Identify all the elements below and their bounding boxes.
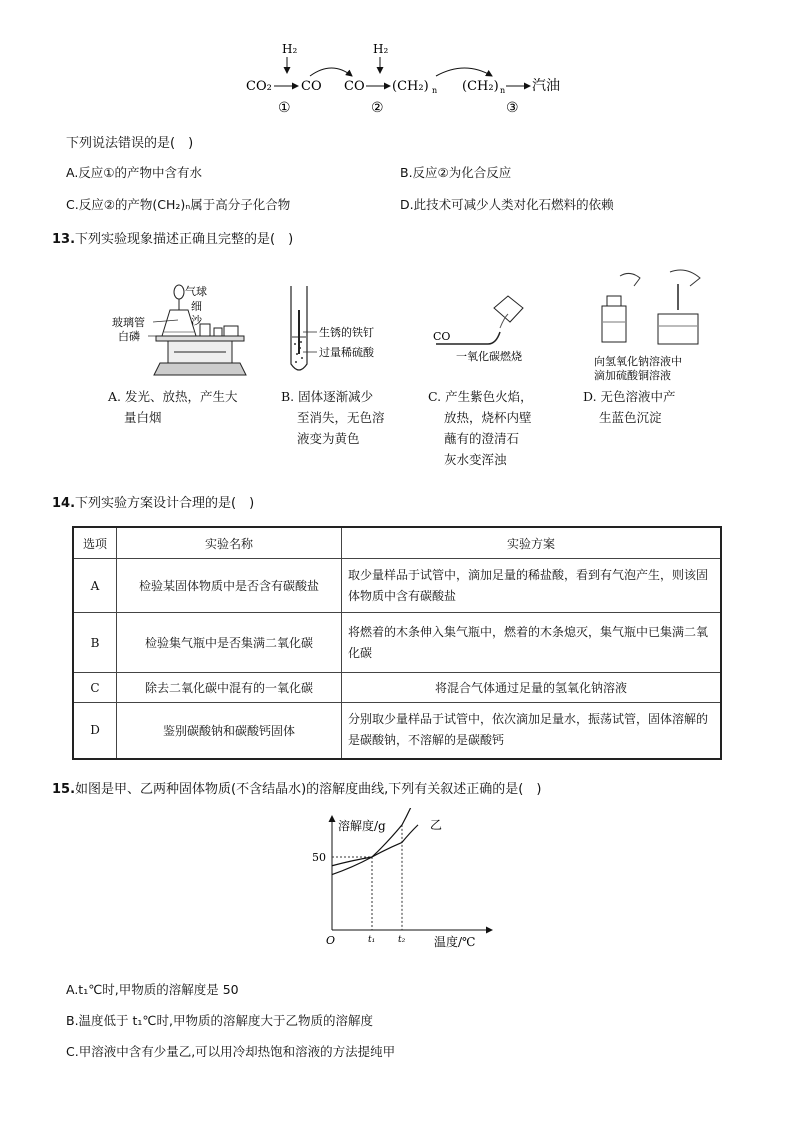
q13-figure-c: [428, 288, 558, 368]
header-experiment-plan: 实验方案: [342, 527, 722, 559]
table-row[interactable]: D 鉴别碳酸钠和碳酸钙固体 分别取少量样品于试管中，依次滴加足量水，振荡试管，固体溶解的是碳酸钠，不溶解的是碳酸钙: [73, 703, 721, 759]
svg-text:细: 细: [191, 300, 202, 313]
svg-text:CO: CO: [433, 330, 451, 343]
step-1: ①: [278, 100, 291, 116]
header-option: 选项: [73, 527, 117, 559]
y-tick-label: 50: [312, 851, 326, 864]
q13-number: 13.: [52, 232, 76, 247]
q12-option-c[interactable]: C.反应②的产物(CH₂)ₙ属于高分子化合物: [66, 197, 291, 212]
svg-text:过量稀硫酸: 过量稀硫酸: [319, 346, 374, 359]
origin-label: O: [326, 934, 336, 947]
solubility-chart: [310, 808, 500, 958]
table-header-row: [73, 527, 721, 559]
svg-text:n: n: [500, 86, 506, 95]
q12-stem: 下列说法错误的是( ): [66, 136, 194, 151]
q15-number: 15.: [52, 782, 76, 797]
q12-option-a[interactable]: A.反应①的产物中含有水: [66, 165, 203, 180]
svg-text:一氧化碳燃烧: 一氧化碳燃烧: [456, 350, 522, 363]
x-tick-label: t₁: [368, 935, 376, 945]
q13-figure-b: [285, 282, 415, 382]
svg-text:n: n: [432, 86, 438, 95]
series-line-1: [332, 808, 418, 875]
q13-caption-b[interactable]: B. 固体逐渐减少 至消失，无色溶 液变为黄色: [281, 389, 385, 446]
table-row[interactable]: B 检验集气瓶中是否集满二氧化碳 将燃着的木条伸入集气瓶中，燃着的木条熄灭，集气瓶中已集满二氧化碳: [73, 613, 721, 673]
q13-figure-d: [590, 266, 720, 386]
q14-stem: 下列实验方案设计合理的是( ): [75, 496, 255, 511]
q15-option-c[interactable]: C.甲溶液中含有少量乙,可以用冷却热饱和溶液的方法提纯甲: [66, 1044, 396, 1059]
q15-stem-line: [52, 778, 541, 797]
header-experiment-name: 实验名称: [117, 527, 342, 559]
ch2-label-1: (CH₂): [392, 79, 429, 94]
q13-stem-line: [52, 228, 293, 247]
step-3: ③: [506, 100, 519, 116]
series-label-2: 乙: [430, 817, 443, 832]
co-label-1: CO: [301, 79, 322, 94]
co2-label: CO₂: [246, 79, 272, 94]
step-2: ②: [371, 100, 384, 116]
h2-label-1: H₂: [282, 42, 298, 56]
gasoline-label: 汽油: [532, 78, 560, 94]
h2-label-2: H₂: [373, 42, 389, 56]
table-row[interactable]: A 检验某固体物质中是否含有碳酸盐 取少量样品于试管中，滴加足量的稀盐酸，看到有气泡产生，则该固体物质中含有碳酸盐: [73, 559, 721, 613]
q13-figure-a: [108, 270, 273, 392]
q15-option-b[interactable]: B.温度低于 t₁℃时,甲物质的溶解度大于乙物质的溶解度: [66, 1013, 373, 1028]
svg-text:玻璃管: 玻璃管: [112, 316, 145, 329]
svg-text:生锈的铁钉: 生锈的铁钉: [319, 326, 374, 339]
y-axis-label: 溶解度/g: [338, 819, 386, 833]
svg-text:向氢氧化钠溶液中: 向氢氧化钠溶液中: [594, 355, 682, 368]
q13-caption-c[interactable]: C. 产生紫色火焰， 放热，烧杯内壁 蘸有的澄清石 灰水变浑浊: [428, 389, 533, 467]
svg-text:白磷: 白磷: [118, 330, 140, 343]
svg-text:滴加硫酸铜溶液: 滴加硫酸铜溶液: [594, 369, 671, 382]
q13-caption-a[interactable]: A. 发光、放热，产生大 量白烟: [108, 389, 238, 425]
q14-stem-line: [52, 492, 254, 511]
svg-text:气球: 气球: [185, 285, 207, 298]
ch2-label-2: (CH₂): [462, 79, 499, 94]
q14-number: 14.: [52, 496, 76, 511]
svg-text:沙: 沙: [191, 314, 202, 327]
q15-stem: 如图是甲、乙两种固体物质(不含结晶水)的溶解度曲线,下列有关叙述正确的是( ): [75, 782, 542, 797]
q13-caption-d[interactable]: D. 无色溶液中产 生蓝色沉淀: [583, 389, 676, 425]
co-label-2: CO: [344, 79, 365, 94]
reaction-scheme: [240, 38, 570, 118]
q12-option-b[interactable]: B.反应②为化合反应: [400, 165, 512, 180]
q12-option-d[interactable]: D.此技术可减少人类对化石燃料的依赖: [400, 197, 614, 212]
x-tick-label: t₂: [398, 935, 406, 945]
q14-table: [72, 526, 722, 760]
x-axis-label: 温度/℃: [434, 935, 476, 949]
table-row[interactable]: C 除去二氧化碳中混有的一氧化碳 将混合气体通过足量的氢氧化钠溶液: [73, 673, 721, 703]
q15-option-a[interactable]: A.t₁℃时,甲物质的溶解度是 50: [66, 982, 239, 997]
q13-stem: 下列实验现象描述正确且完整的是( ): [75, 232, 294, 247]
